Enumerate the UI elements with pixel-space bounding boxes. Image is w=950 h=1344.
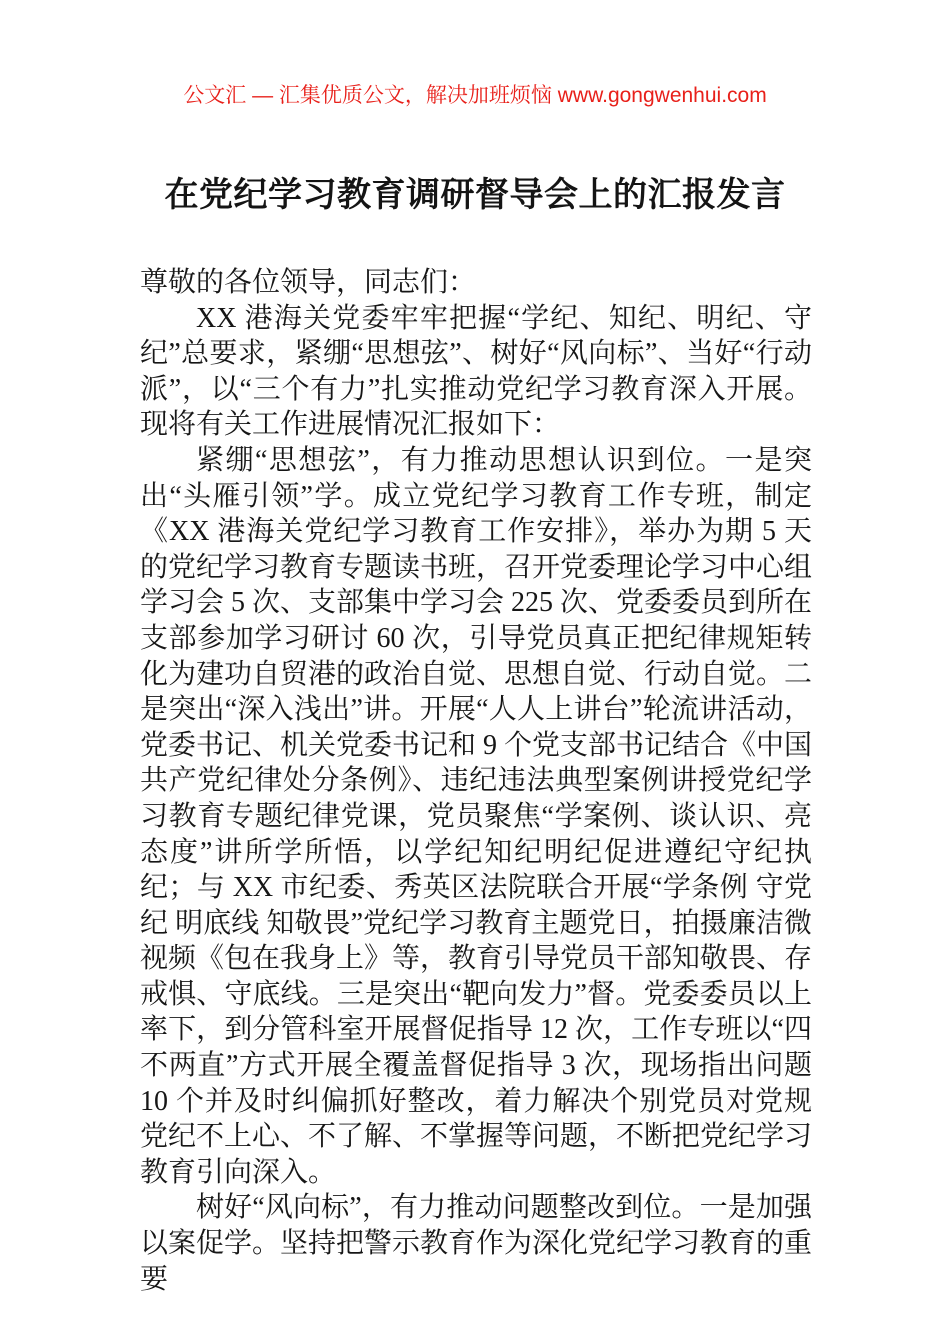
document-title: 在党纪学习教育调研督导会上的汇报发言 — [164, 176, 786, 214]
paragraph-section-2: 树好“风向标”，有力推动问题整改到位。一是加强以案促学。坚持把警示教育作为深化党纪学习教育的重要 — [140, 1192, 813, 1295]
watermark-header — [0, 84, 950, 107]
paragraph-section-1: 紧绷“思想弦”，有力推动思想认识到位。一是突出“头雁引领”学。成立党纪学习教育工作专班，制定《XX 港海关党纪学习教育工作安排》，举办为期 5 天的党纪学习教育专题读书班，召开党委理论学习中心组学习会 5 次、支部集中学习会 225 次、党委委员到所在支部参加学习研讨 60 次，引导党员真正把纪律规矩转化为建功自贸港的政治自觉、思想自觉、行动自觉。二是突出“深入浅出”讲。开展“人人上讲台”轮流讲活动，党委书记、机关党委书记和 9 个党支部书记结合《中国共产党纪律处分条例》、违纪违法典型案例讲授党纪学习教育专题纪律党课，党员聚焦“学案例、谈认识、亮态度”讲所学所悟，以学纪知纪明纪促进遵纪守纪执纪；与 XX 市纪委、秀英区法院联合开展“学条例 守党纪 明底线 知敬畏”党纪学习教育主题党日，拍摄廉洁微视频《包在我身上》等，教育引导党员干部知敬畏、存戒惧、守底线。三是突出“靶向发力”督。党委委员以上率下，到分管科室开展督促指导 12 次，工作专班以“四不两直”方式开展全覆盖督促指导 3 次，现场指出问题 10 个并及时纠偏抓好整改，着力解决个别党员对党规党纪不上心、不了解、不掌握等问题，不断把党纪学习教育引向深入。 — [140, 444, 813, 1188]
document-body — [140, 265, 812, 1297]
paragraph-intro: XX 港海关党委牢牢把握“学纪、知纪、明纪、守纪”总要求，紧绷“思想弦”、树好“风向标”、当好“行动派”，以“三个有力”扎实推动党纪学习教育深入开展。现将有关工作进展情况汇报如下： — [140, 302, 812, 441]
watermark-text: 公文汇 — 汇集优质公文，解决加班烦恼 www.gongwenhui.com — [183, 84, 767, 107]
salutation-line: 尊敬的各位领导，同志们： — [140, 267, 477, 298]
